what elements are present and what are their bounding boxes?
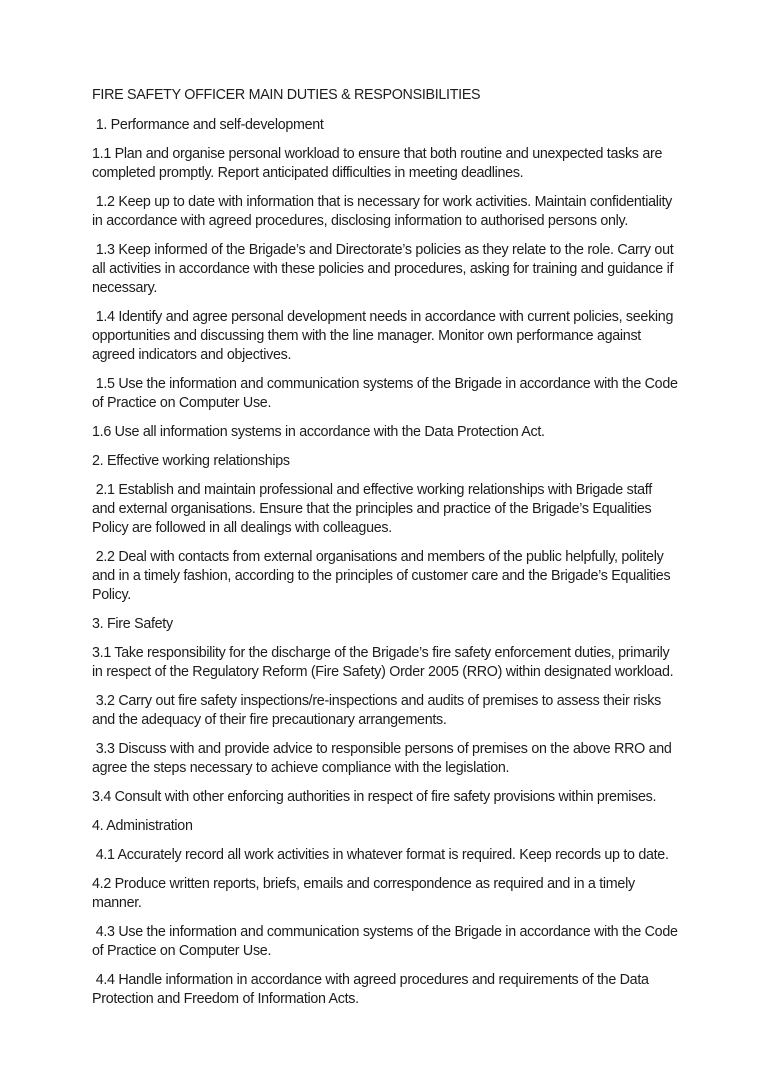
paragraph: 1.4 Identify and agree personal development needs in accordance with current policies, seeking opportunities and discussing them with the line manager. Monitor own performance against agreed indicators and objectives. bbox=[92, 309, 677, 363]
paragraph: 1.1 Plan and organise personal workload to ensure that both routine and unexpected tasks are completed promptly. Report anticipated difficulties in meeting deadlines. bbox=[92, 146, 666, 181]
paragraph: 1.2 Keep up to date with information that is necessary for work activities. Maintain confidentiality in accordance with agreed procedures, disclosing information to authorised persons only. bbox=[92, 194, 676, 229]
paragraph: 2.2 Deal with contacts from external organisations and members of the public helpfully, politely and in a timely fashion, according to the principles of customer care and the Brigade’s Equalities Policy. bbox=[92, 549, 674, 603]
paragraph: 1.6 Use all information systems in accordance with the Data Protection Act. bbox=[92, 424, 545, 440]
paragraph: 4.3 Use the information and communication systems of the Brigade in accordance with the Code of Practice on Computer Use. bbox=[92, 924, 682, 959]
paragraph: 2.1 Establish and maintain professional and effective working relationships with Brigade staff and external organisations. Ensure that the principles and practice of the Brigade’s Equalities Policy are followed in all dealings with colleagues. bbox=[92, 482, 656, 536]
paragraph: 3.2 Carry out fire safety inspections/re-inspections and audits of premises to assess their risks and the adequacy of their fire precautionary arrangements. bbox=[92, 693, 665, 728]
paragraph: 3.4 Consult with other enforcing authorities in respect of fire safety provisions within premises. bbox=[92, 789, 657, 805]
document-body bbox=[92, 116, 682, 1009]
paragraph: 4.4 Handle information in accordance with agreed procedures and requirements of the Data Protection and Freedom of Information Acts. bbox=[92, 972, 653, 1007]
paragraph: 3. Fire Safety bbox=[92, 616, 173, 632]
paragraph: 4.1 Accurately record all work activities in whatever format is required. Keep records up to date. bbox=[92, 847, 669, 863]
paragraph: 2. Effective working relationships bbox=[92, 453, 290, 469]
paragraph: 1.3 Keep informed of the Brigade’s and Directorate’s policies as they relate to the role. Carry out all activities in accordance with these policies and procedures, asking for training and guidance if necessary. bbox=[92, 242, 678, 296]
paragraph: 3.3 Discuss with and provide advice to responsible persons of premises on the above RRO and agree the steps necessary to achieve compliance with the legislation. bbox=[92, 741, 676, 776]
paragraph: 3.1 Take responsibility for the discharge of the Brigade’s fire safety enforcement duties, primarily in respect of the Regulatory Reform (Fire Safety) Order 2005 (RRO) within designated workload. bbox=[92, 645, 674, 680]
paragraph: 4.2 Produce written reports, briefs, emails and correspondence as required and in a timely manner. bbox=[92, 876, 639, 911]
paragraph: 1.5 Use the information and communication systems of the Brigade in accordance with the Code of Practice on Computer Use. bbox=[92, 376, 682, 411]
document-title: FIRE SAFETY OFFICER MAIN DUTIES & RESPONSIBILITIES bbox=[92, 87, 481, 103]
paragraph: 1. Performance and self-development bbox=[92, 117, 324, 133]
paragraph: 4. Administration bbox=[92, 818, 193, 834]
